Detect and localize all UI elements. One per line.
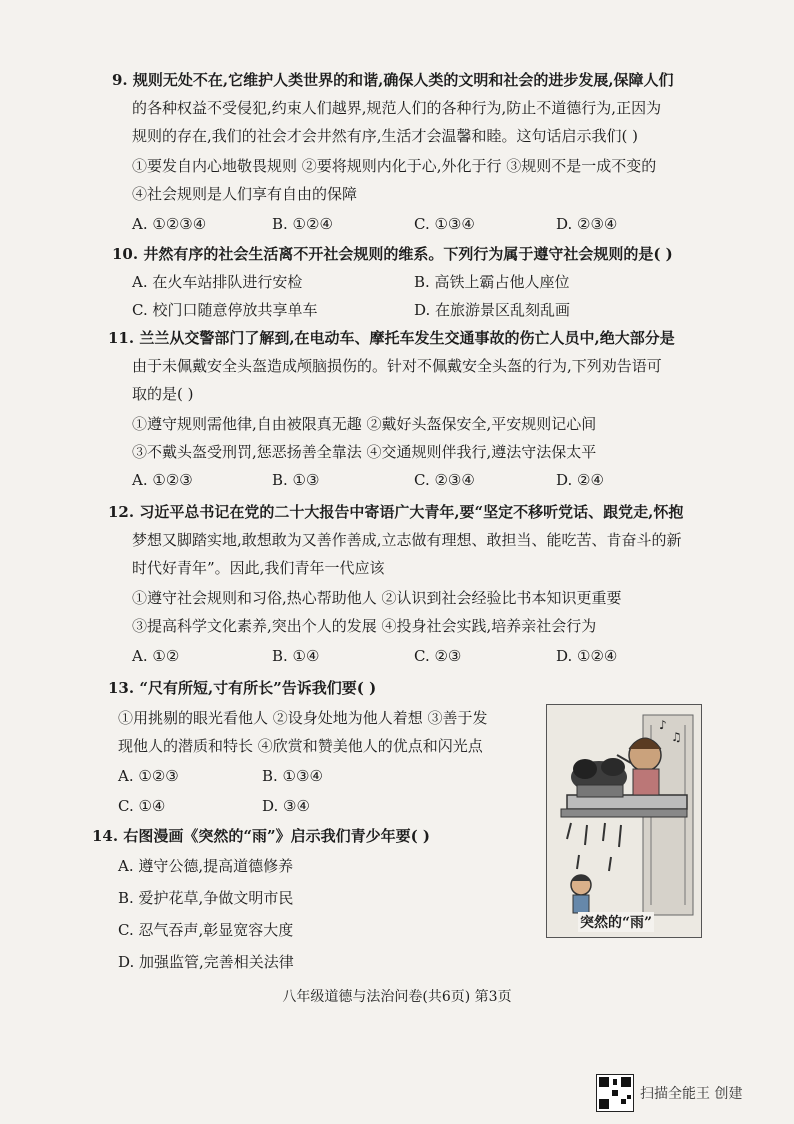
q14-option-b: B. 爱护花草,争做文明市民 [118, 889, 294, 907]
q13-line-2: ①用挑剔的眼光看他人 ②设身处地为他人着想 ③善于发 [118, 709, 488, 727]
q11-line-3: 取的是( ) [132, 385, 194, 403]
q12-line-2: 梦想又脚踏实地,敢想敢为又善作善成,立志做有理想、敢担当、能吃苦、肯奋斗的新 [132, 531, 682, 549]
q14-option-d: D. 加强监管,完善相关法律 [118, 953, 294, 971]
q9-option-b: B. ①②④ [272, 215, 333, 233]
q12-option-c: C. ②③ [414, 647, 462, 665]
q10-option-b: B. 高铁上霸占他人座位 [414, 273, 570, 291]
q13-line-1: 13. “尺有所短,寸有所长”告诉我们要( ) [108, 679, 377, 697]
q13-option-b: B. ①③④ [262, 767, 323, 785]
q11-option-a: A. ①②③ [132, 471, 193, 489]
q9-option-a: A. ①②③④ [132, 215, 207, 233]
cartoon-caption: 突然的“雨” [578, 912, 654, 932]
q13-option-c: C. ①④ [118, 797, 166, 815]
q11-line-5: ③不戴头盔受刑罚,惩恶扬善全靠法 ④交通规则伴我行,遵法守法保太平 [132, 443, 597, 461]
q11-line-2: 由于未佩戴安全头盔造成颅脑损伤的。针对不佩戴安全头盔的行为,下列劝告语可 [132, 357, 662, 375]
q14-option-a: A. 遵守公德,提高道德修养 [118, 857, 294, 875]
q9-line-1: 9. 规则无处不在,它维护人类世界的和谐,确保人类的文明和社会的进步发展,保障人们 [112, 71, 674, 89]
page-footer: 八年级道德与法治问卷(共6页) 第3页 [282, 989, 512, 1005]
q10-option-a: A. 在火车站排队进行安检 [132, 273, 303, 291]
cartoon-drawing [547, 705, 701, 937]
q12-line-4: ①遵守社会规则和习俗,热心帮助他人 ②认识到社会经验比书本知识更重要 [132, 589, 622, 607]
svg-text:♫: ♫ [671, 730, 682, 744]
q9-line-4: ①要发自内心地敬畏规则 ②要将规则内化于心,外化于行 ③规则不是一成不变的 [132, 157, 657, 175]
q11-option-c: C. ②③④ [414, 471, 475, 489]
qr-code-icon [596, 1074, 634, 1112]
q9-option-c: C. ①③④ [414, 215, 475, 233]
q11-option-b: B. ①③ [272, 471, 320, 489]
q11-option-d: D. ②④ [556, 471, 604, 489]
q9-option-d: D. ②③④ [556, 215, 618, 233]
q12-line-5: ③提高科学文化素养,突出个人的发展 ④投身社会实践,培养亲社会行为 [132, 617, 597, 635]
q10-option-c: C. 校门口随意停放共享单车 [132, 301, 318, 319]
q13-option-a: A. ①②③ [118, 767, 179, 785]
q14-option-c: C. 忍气吞声,彰显宽容大度 [118, 921, 294, 939]
q11-line-4: ①遵守规则需他律,自由被限真无趣 ②戴好头盔保安全,平安规则记心间 [132, 415, 597, 433]
q9-line-2: 的各种权益不受侵犯,约束人们越界,规范人们的各种行为,防止不道德行为,正因为 [132, 99, 662, 117]
q12-option-d: D. ①②④ [556, 647, 618, 665]
q9-line-3: 规则的存在,我们的社会才会井然有序,生活才会温馨和睦。这句话启示我们( ) [132, 127, 639, 145]
q12-option-b: B. ①④ [272, 647, 320, 665]
scanner-watermark: 扫描全能王 创建 [640, 1086, 743, 1102]
q10-option-d: D. 在旅游景区乱刻乱画 [414, 301, 571, 319]
cartoon-illustration [546, 704, 702, 938]
q11-line-1: 11. 兰兰从交警部门了解到,在电动车、摩托车发生交通事故的伤亡人员中,绝大部分是 [108, 329, 675, 347]
q13-line-3: 现他人的潜质和特长 ④欣赏和赞美他人的优点和闪光点 [118, 737, 483, 755]
q12-line-1: 12. 习近平总书记在党的二十大报告中寄语广大青年,要“坚定不移听党话、跟党走,怀抱 [108, 503, 684, 521]
svg-text:♪: ♪ [659, 718, 667, 732]
q9-line-5: ④社会规则是人们享有自由的保障 [132, 185, 358, 203]
q13-option-d: D. ③④ [262, 797, 310, 815]
q10-line-1: 10. 井然有序的社会生活离不开社会规则的维系。下列行为属于遵守社会规则的是( ) [112, 245, 673, 263]
q12-line-3: 时代好青年”。因此,我们青年一代应该 [132, 559, 385, 577]
q14-line-1: 14. 右图漫画《突然的“雨”》启示我们青少年要( ) [92, 827, 430, 845]
q12-option-a: A. ①② [132, 647, 180, 665]
